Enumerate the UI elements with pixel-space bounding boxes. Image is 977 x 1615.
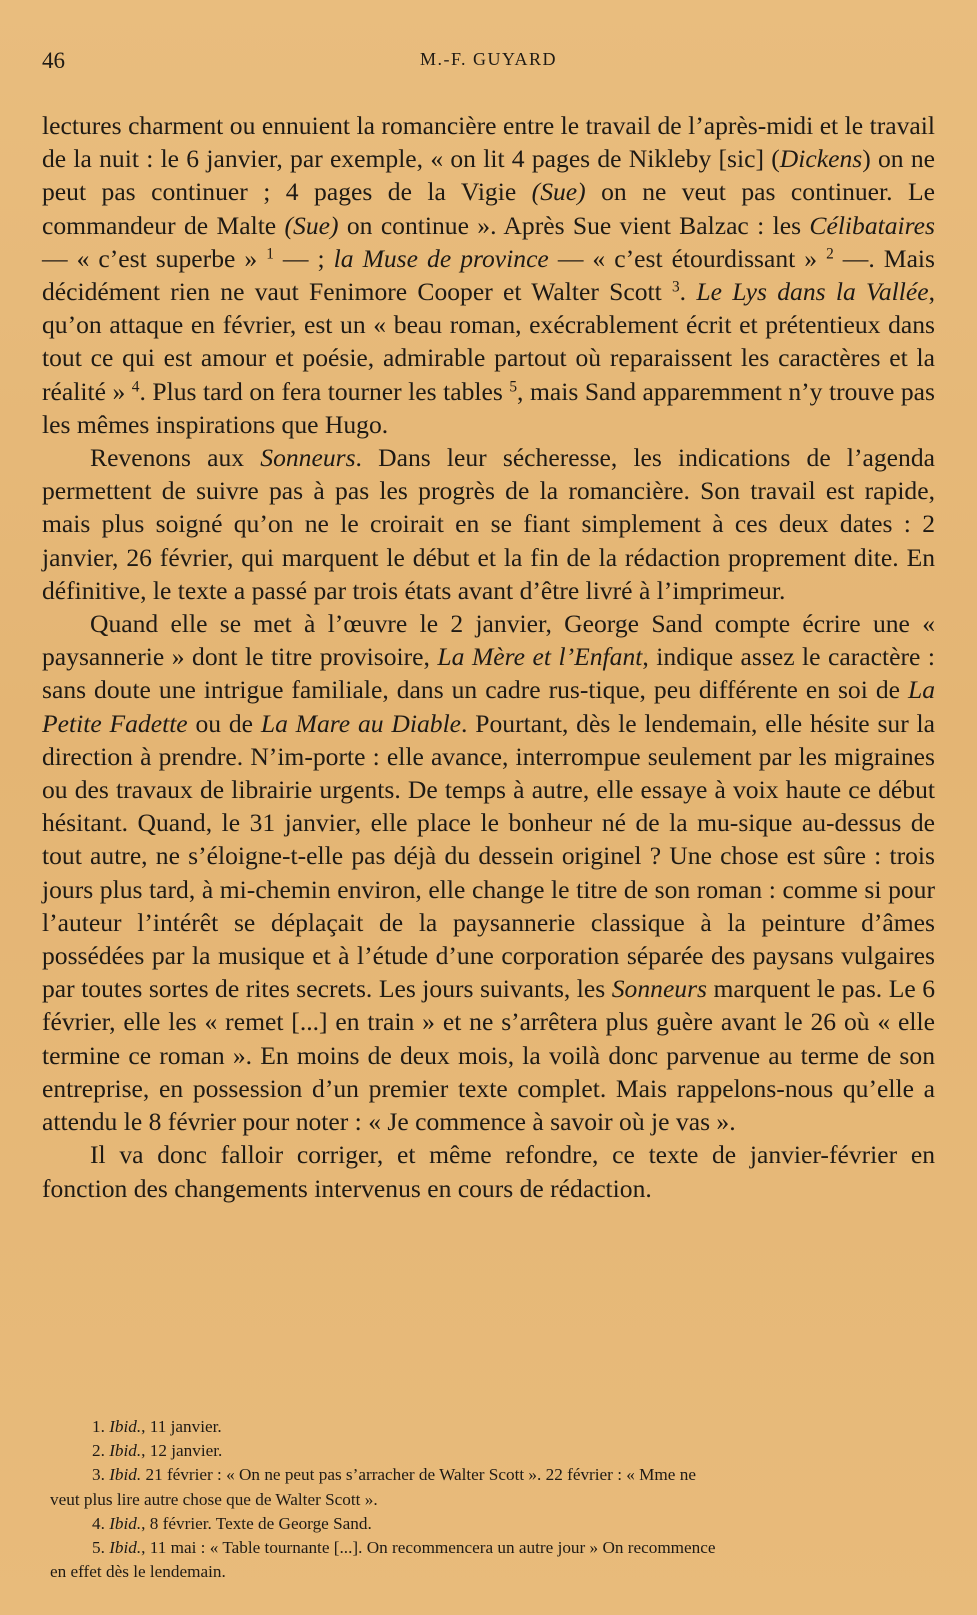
page-number: 46 [42, 48, 65, 73]
footnote: 3. Ibid. 21 février : « On ne peut pas s’arracher de Walter Scott ». 22 février : « Mme ne [92, 1465, 696, 1485]
paragraph: lectures charment ou ennuient la romancière entre le travail de l’après-midi et le travail de la nuit : le 6 janvier, par exemple, « on lit 4 pages de Nikleby [sic] (Dickens) on ne peut pas continuer ; 4 pages de la Vigie (Sue) on ne veut pas continuer. Le commandeur de Malte (Sue) on continue ». Après Sue vient Balzac : les Célibataires — « c’est superbe » $^1$ — ; la Muse de province — « c’est étourdissant » $^2$ —. Mais décidément rien ne vaut Fenimore Cooper et Walter Scott $^3$. Le Lys dans la Vallée, qu’on attaque en février, est un « beau roman, exécrablement écrit et prétentieux dans tout ce qui est amour et poésie, admirable partout où reparaissent les caractères et la réalité » $^4$. Plus tard on fera tourner les tables $^5$, mais Sand apparemment n’y trouve pas les mêmes inspirations que Hugo. [42, 111, 936, 439]
body-text [42, 109, 935, 1205]
footnote: 4. Ibid., 8 février. Texte de George Sand. [92, 1513, 372, 1533]
footnote: 1. Ibid., 11 janvier. [92, 1417, 222, 1436]
footnote: veut plus lire autre chose que de Walter Scott ». [50, 1489, 378, 1509]
paragraph: Revenons aux Sonneurs. Dans leur sécheresse, les indications de l’agenda permettent de suivre pas à pas les progrès de la romancière. Son travail est rapide, mais plus soigné qu’on ne le croirait en se fiant simplement à ces deux dates : 2 janvier, 26 février, qui marquent le début et la fin de la rédaction proprement dite. En définitive, le texte a passé par trois états avant d’être livré à l’imprimeur. [42, 443, 935, 605]
footnotes [50, 1415, 935, 1584]
running-title: M.-F. GUYARD [419, 49, 558, 69]
footnote: 2. Ibid., 12 janvier. [92, 1441, 223, 1461]
page-header [42, 48, 935, 76]
paragraph: Quand elle se met à l’œuvre le 2 janvier, George Sand compte écrire une « paysannerie » dont le titre provisoire, La Mère et l’Enfant, indique assez le caractère : sans doute une intrigue familiale, dans un cadre rus-tique, peu différente en soi de La Petite Fadette ou de La Mare au Diable. Pourtant, dès le lendemain, elle hésite sur la direction à prendre. N’im-porte : elle avance, interrompue seulement par les migraines ou des travaux de librairie urgents. De temps à autre, elle essaye à voix haute ce début hésitant. Quand, le 31 janvier, elle place le bonheur né de la mu-sique au-dessus de tout autre, ne s’éloigne-t-elle pas déjà du dessein originel ? Une chose est sûre : trois jours plus tard, à mi-chemin environ, elle change le titre de son roman : comme si pour l’auteur l’intérêt se déplaçait de la paysannerie classique à la peinture d’âmes possédées par la musique et à l’étude d’une corporation séparée des paysans vulgaires par toutes sortes de rites secrets. Les jours suivants, les Sonneurs marquent le pas. Le 6 février, elle les « remet [...] en train » et ne s’arrêtera plus guère avant le 26 où « elle termine ce roman ». En moins de deux mois, la voilà donc parvenue au terme de son entreprise, en possession d’un premier texte complet. Mais rappelons-nous qu’elle a attendu le 8 février pour noter : « Je commence à savoir où je vas ». [42, 609, 936, 1137]
paragraph: Il va donc falloir corriger, et même refondre, ce texte de janvier-février en fonction des changements intervenus en cours de rédaction. [42, 1140, 935, 1203]
footnote: 5. Ibid., 11 mai : « Table tournante [...]. On recommencera un autre jour » On recommence [92, 1538, 716, 1558]
footnote: en effet dès le lendemain. [50, 1562, 226, 1582]
